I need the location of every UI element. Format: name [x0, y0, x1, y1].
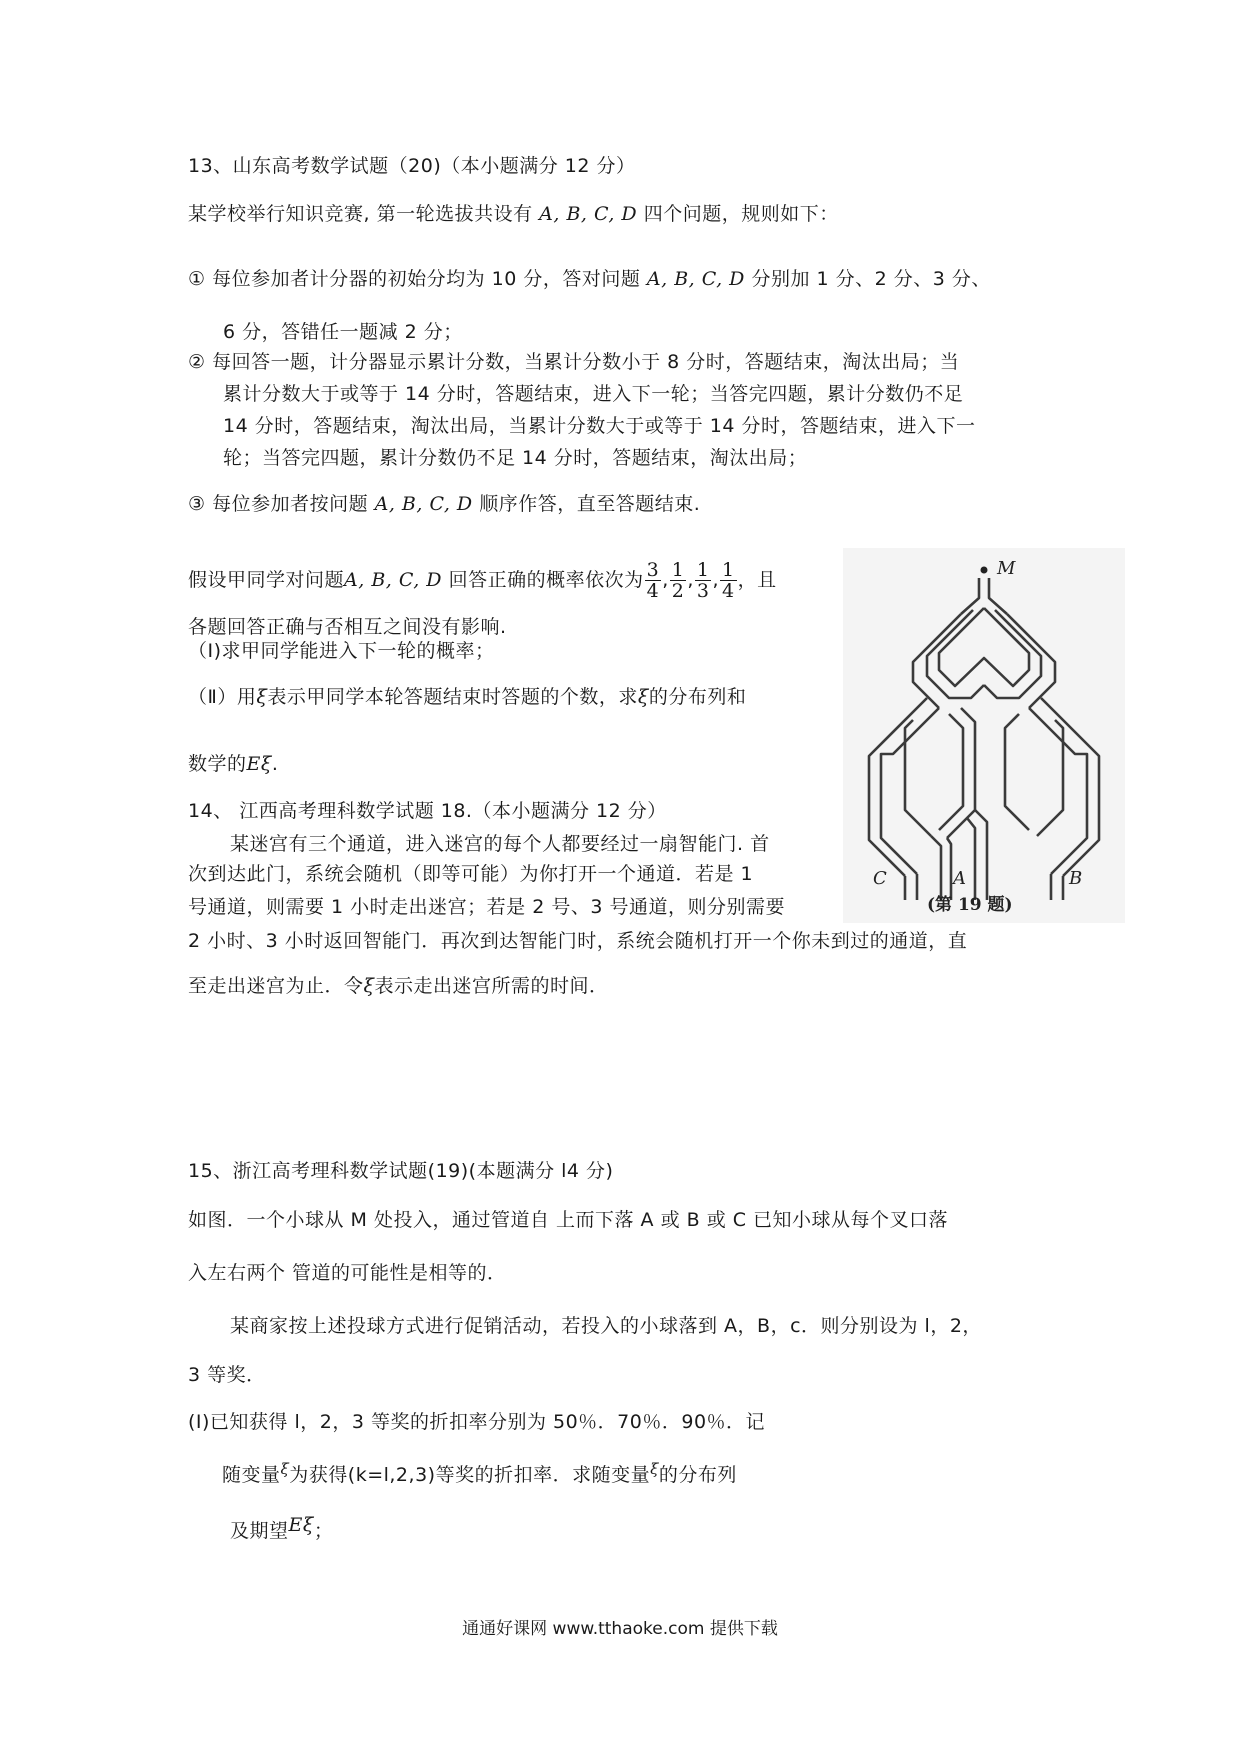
prob-a-fraction: $\frac{3}{4}$ [646, 559, 660, 602]
q13-rule1-vars: A, B, C, D [646, 268, 745, 290]
q13-rule3-pre: ③ 每位参加者按问题 [188, 493, 369, 515]
q15-line6-a: 随变量 [222, 1464, 281, 1486]
q14-line5-pre: 至走出迷宫为止．令 [188, 975, 364, 997]
q13-assume: 假设甲同学对问题A, B, C, D 回答正确的概率依次为 $\frac{3}{4}$ , $\frac{1}{2}$ , $\frac{1}{3}$ , $\frac{1}{4}$ ，且 [188, 559, 777, 602]
q15-line4: 3 等奖． [188, 1364, 266, 1386]
q13-rule2-line1: ② 每回答一题，计分器显示累计分数，当累计分数小于 8 分时，答题结束，淘汰出局；当 [188, 351, 960, 373]
q14-line5 [188, 973, 609, 999]
q13-rule1-line2: 6 分，答错任一题减 2 分； [223, 321, 463, 343]
q13-rule2-line3: 14 分时，答题结束，淘汰出局，当累计分数大于或等于 14 分时，答题结束，进入下一 [223, 415, 976, 437]
q15-line2: 入左右两个 管道的可能性是相等的． [188, 1262, 507, 1284]
prob-d-fraction: $\frac{1}{4}$ [722, 559, 735, 602]
q15-title: 15、浙江高考理科数学试题(19)(本题满分 l4 分) [188, 1160, 614, 1182]
q14-line1: 某迷宫有三个通道，进入迷宫的每个人都要经过一扇智能门. 首 [230, 833, 770, 855]
q15-line7-a: 及期望 [230, 1520, 289, 1542]
xi-symbol: ξ [637, 686, 649, 708]
maze-pipe [989, 578, 1007, 614]
label-m: M [997, 558, 1016, 579]
q15-line6-c: 的分布列 [658, 1464, 737, 1486]
q14-line2: 次到达此门，系统会随机（即等可能）为你打开一个通道．若是 1 [188, 863, 754, 885]
q13-part2-pre: （Ⅱ）用 [188, 686, 257, 708]
xi-symbol: ξ [363, 975, 375, 997]
maze-figure [843, 548, 1125, 923]
q13-assume-vars: A, B, C, D [344, 569, 443, 591]
q15-line6 [222, 1462, 737, 1488]
q13-rule3-vars: A, B, C, D [374, 493, 473, 515]
q13-title: 13、山东高考数学试题（20)（本小题满分 12 分） [188, 155, 636, 177]
q13-part1: （Ⅰ)求甲同学能进入下一轮的概率； [188, 640, 495, 662]
q15-line7-b: ； [313, 1520, 334, 1542]
maze-pipe [961, 578, 979, 614]
xi-symbol: ξ [280, 1460, 290, 1478]
prob-c-fraction: $\frac{1}{3}$ [696, 559, 710, 602]
q13-part2-mid: 表示甲同学本轮答题结束时答题的个数，求 [267, 686, 638, 708]
q15-line7 [230, 1514, 334, 1544]
q13-part2-line2 [188, 751, 278, 777]
expectation-symbol: Eξ [246, 753, 272, 775]
xi-symbol: ξ [256, 686, 268, 708]
label-a: A [953, 868, 966, 889]
q13-part2b-post: . [271, 753, 279, 775]
q13-rule1-line1 [188, 266, 991, 292]
q13-rule1-post: 分别加 1 分、2 分、3 分、 [751, 268, 991, 290]
label-c: C [873, 868, 887, 889]
q13-intro-pre: 某学校举行知识竞赛, 第一轮选拔共设有 [188, 203, 533, 225]
q13-part2-post: 的分布列和 [648, 686, 747, 708]
q14-line5-post: 表示走出迷宫所需的时间． [374, 975, 609, 997]
q13-intro [188, 201, 839, 227]
q13-assume-post: ，且 [737, 569, 777, 591]
q13-intro-vars: A, B, C, D [539, 203, 638, 225]
q13-assume-mid: 回答正确的概率依次为 [448, 569, 644, 591]
expectation-symbol: Eξ [288, 1514, 314, 1536]
q14-title: 14、 江西高考理科数学试题 18.（本小题满分 12 分） [188, 800, 667, 822]
q13-assume-pre: 假设甲同学对问题 [188, 569, 345, 591]
q14-line3: 号通道，则需要 1 小时走出迷宫；若是 2 号、3 号通道，则分别需要 [188, 896, 785, 918]
q13-part2-line1 [188, 684, 746, 710]
q13-rule3-post: 顺序作答，直至答题结束. [479, 493, 701, 515]
label-b: B [1069, 868, 1083, 889]
maze-diagram [843, 548, 1125, 923]
q15-line6-b: 为获得(k=l,2,3)等奖的折扣率．求随变量 [289, 1464, 651, 1486]
q13-rule3 [188, 491, 700, 517]
prob-b-fraction: $\frac{1}{2}$ [671, 559, 685, 602]
q13-part2b-pre: 数学的 [188, 753, 247, 775]
q13-intro-post: 四个问题，规则如下： [643, 203, 839, 225]
entry-point-dot [981, 567, 988, 574]
q13-assume-line2: 各题回答正确与否相互之间没有影响. [188, 616, 507, 638]
q13-rule1-pre: ① 每位参加者计分器的初始分均为 10 分，答对问题 [188, 268, 641, 290]
figure-caption: (第 19 题) [927, 895, 1013, 915]
q15-line5: (I)已知获得 l，2，3 等奖的折扣率分别为 50％．70％．90％．记 [188, 1411, 766, 1433]
q13-rule2-line4: 轮；当答完四题，累计分数仍不足 14 分时，答题结束，淘汰出局； [223, 447, 808, 469]
q13-rule2-line2: 累计分数大于或等于 14 分时，答题结束，进入下一轮；当答完四题，累计分数仍不足 [223, 383, 964, 405]
q15-line1: 如图．一个小球从 M 处投入，通过管道自 上而下落 A 或 B 或 C 已知小球从每个叉口落 [188, 1209, 949, 1231]
q14-line4: 2 小时、3 小时返回智能门．再次到达智能门时，系统会随机打开一个你未到过的通道，直 [188, 930, 968, 952]
xi-symbol: ξ [650, 1460, 659, 1478]
q15-line3: 某商家按上述投球方式进行促销活动，若投入的小球落到 A，B，c．则分别设为 l，2， [230, 1315, 982, 1337]
page-footer: 通通好课网 www.tthaoke.com 提供下载 [462, 1619, 778, 1639]
